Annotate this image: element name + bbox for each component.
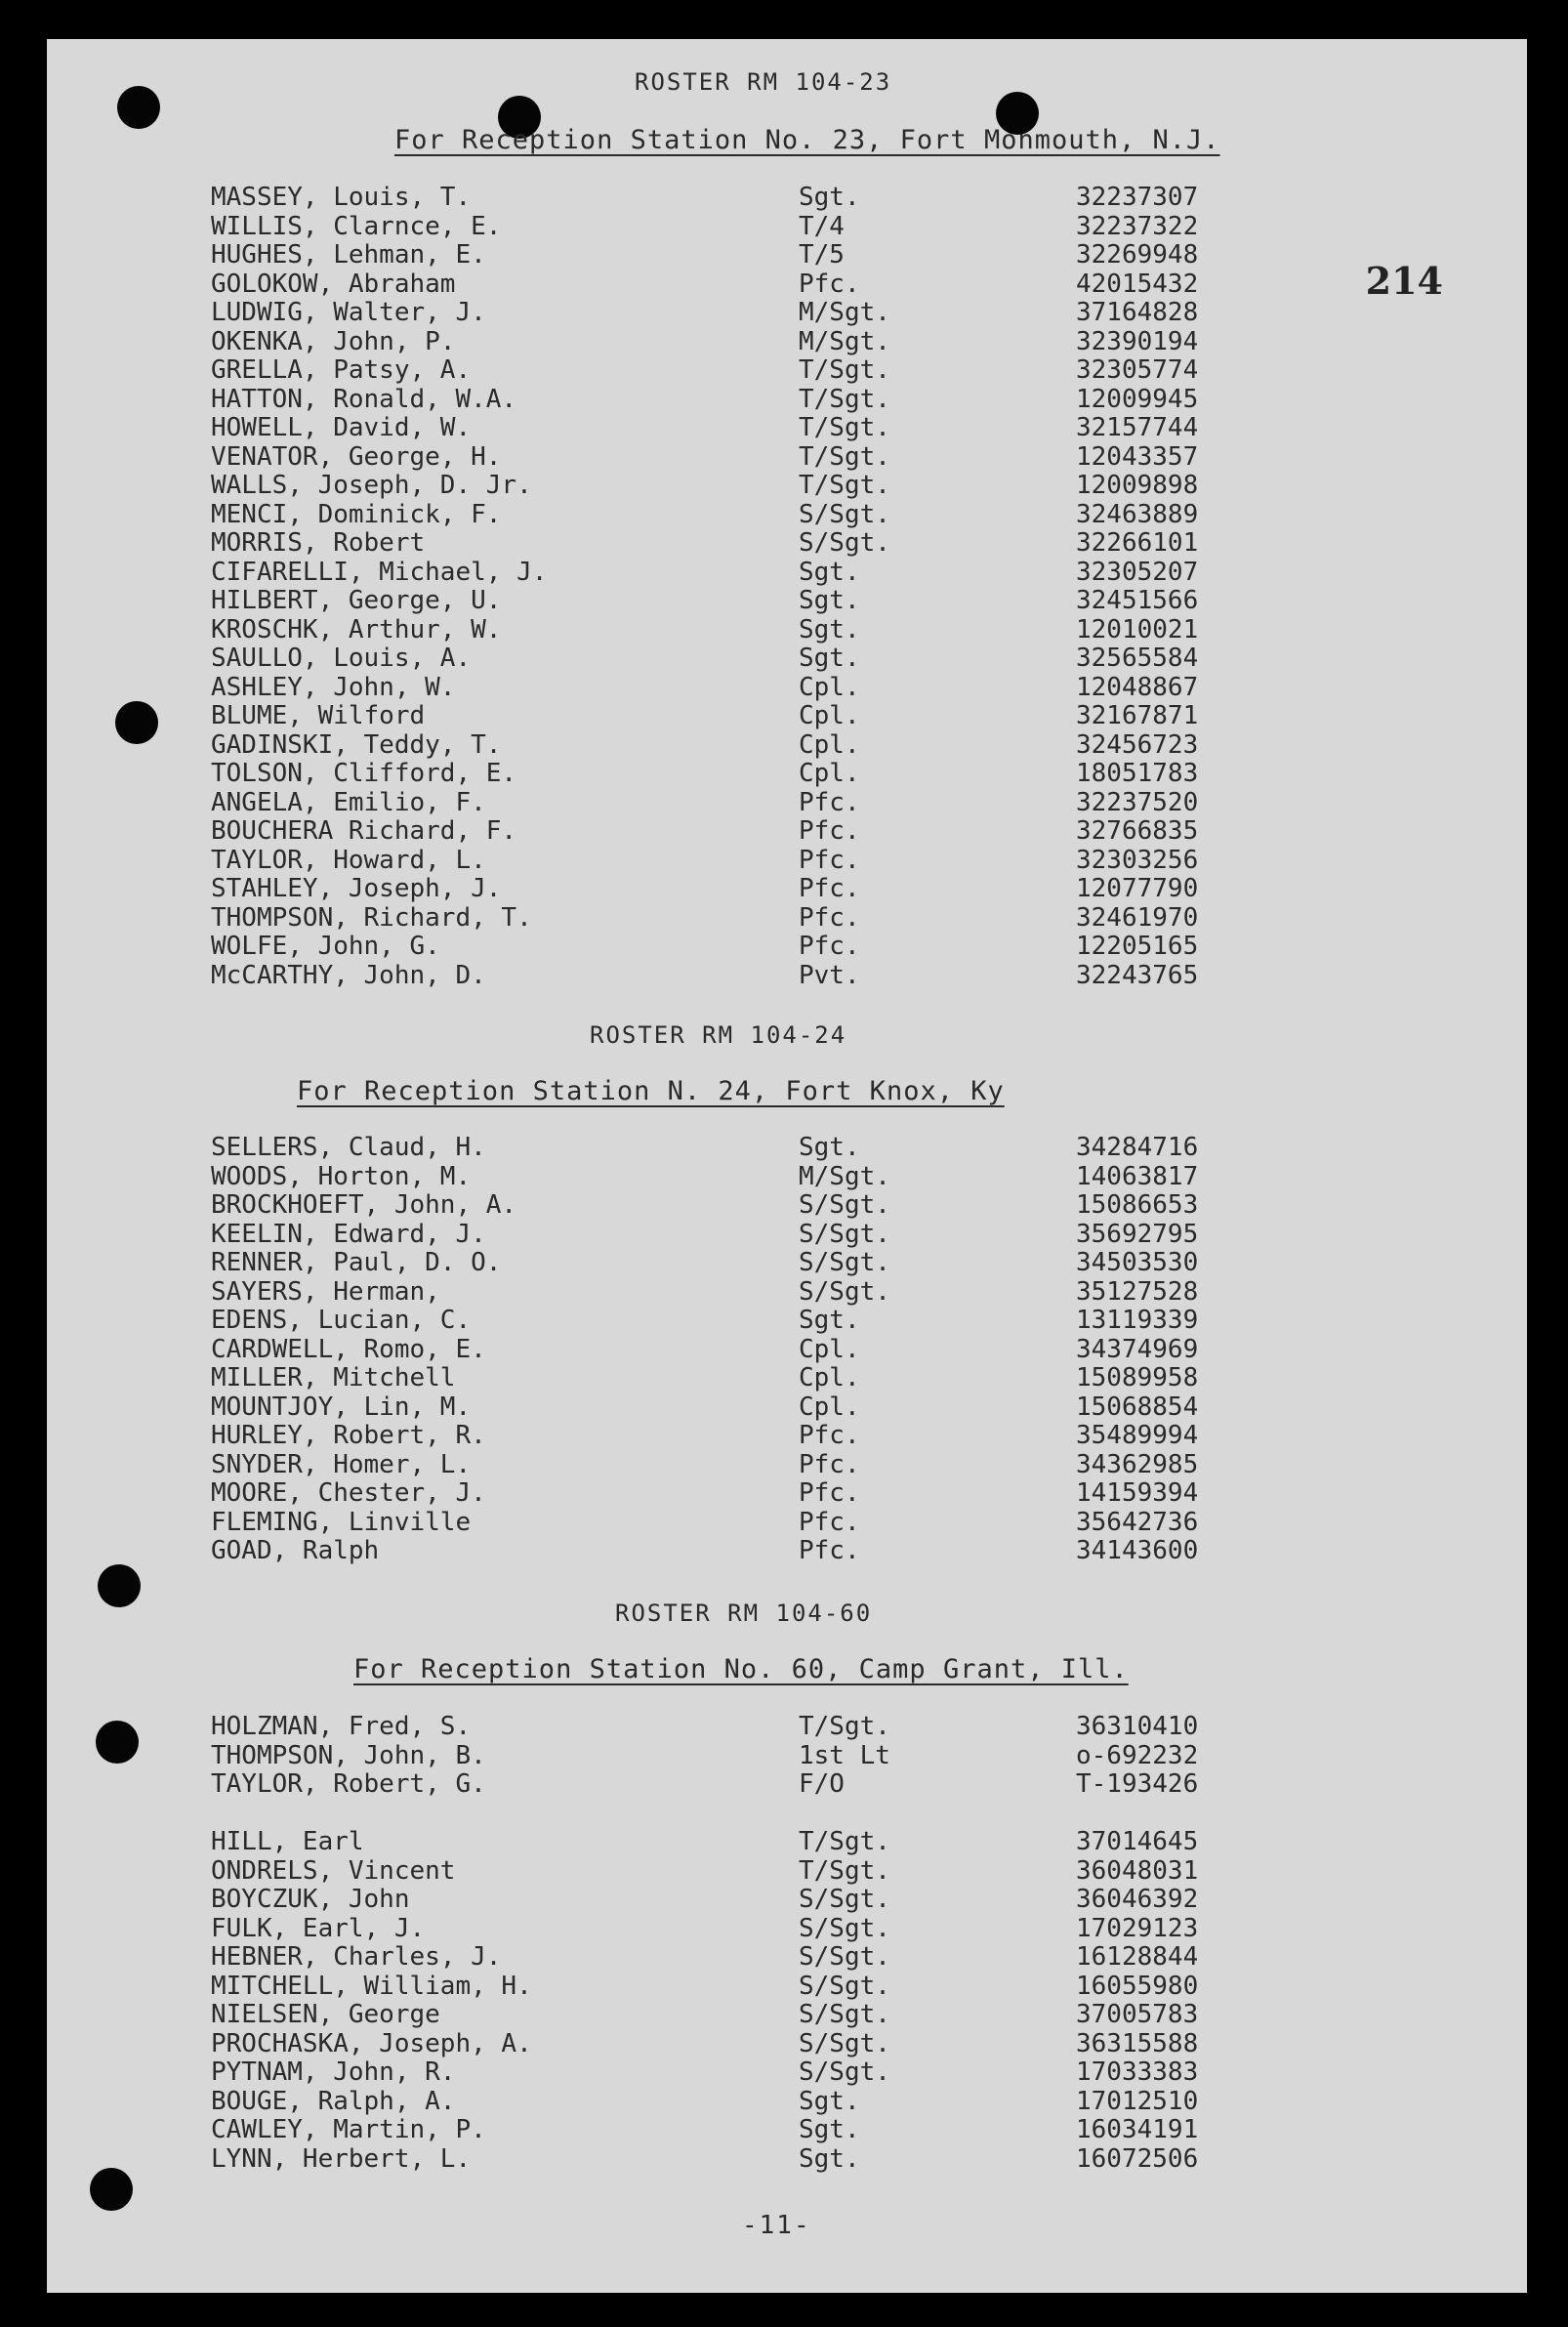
roster-entry bbox=[47, 443, 1527, 473]
person-name: ONDRELS, Vincent bbox=[211, 1855, 456, 1886]
roster-entry bbox=[47, 2116, 1527, 2145]
serial-number: 32243765 bbox=[1076, 960, 1199, 990]
roster-list bbox=[47, 184, 1527, 990]
serial-number: 12043357 bbox=[1076, 441, 1199, 472]
person-name: FULK, Earl, J. bbox=[211, 1913, 426, 1943]
person-name: KROSCHK, Arthur, W. bbox=[211, 614, 502, 644]
person-name: EDENS, Lucian, C. bbox=[211, 1306, 472, 1335]
station-heading: For Reception Station No. 23, Fort Monmouth, N.J. bbox=[394, 125, 1220, 155]
serial-number: 32766835 bbox=[1076, 816, 1199, 846]
person-name: LYNN, Herbert, L. bbox=[211, 2143, 472, 2174]
person-name: BROCKHOEFT, John, A. bbox=[211, 1190, 517, 1220]
rank: Pfc. bbox=[799, 1507, 860, 1537]
rank: S/Sgt. bbox=[799, 1942, 890, 1972]
rank: S/Sgt. bbox=[799, 2000, 890, 2029]
person-name: HURLEY, Robert, R. bbox=[211, 1421, 486, 1450]
roster-entry bbox=[47, 2145, 1527, 2175]
rank: T/Sgt. bbox=[799, 355, 890, 385]
rank: Sgt. bbox=[799, 2143, 860, 2174]
roster-entry bbox=[47, 1422, 1527, 1451]
person-name: LUDWIG, Walter, J. bbox=[211, 298, 486, 327]
roster-entry bbox=[47, 1828, 1527, 1857]
rank: Pfc. bbox=[799, 902, 860, 933]
roster-entry bbox=[47, 1479, 1527, 1509]
serial-number: 12077790 bbox=[1076, 874, 1199, 903]
roster-entry bbox=[47, 1886, 1527, 1915]
roster-entry bbox=[47, 2030, 1527, 2059]
rank: T/Sgt. bbox=[799, 384, 890, 414]
roster-entry bbox=[47, 1134, 1527, 1163]
person-name: NIELSEN, George bbox=[211, 2000, 440, 2029]
person-name: PROCHASKA, Joseph, A. bbox=[211, 2028, 532, 2058]
roster-entry bbox=[47, 1742, 1527, 1771]
serial-number: 36048031 bbox=[1076, 1855, 1199, 1886]
person-name: SAULLO, Louis, A. bbox=[211, 644, 472, 673]
roster-entry bbox=[47, 875, 1527, 904]
serial-number: 35642736 bbox=[1076, 1507, 1199, 1537]
rank: Sgt. bbox=[799, 614, 860, 644]
roster-entry bbox=[47, 1221, 1527, 1250]
person-name: HEBNER, Charles, J. bbox=[211, 1942, 502, 1972]
rank: Pvt. bbox=[799, 960, 860, 990]
serial-number: o-692232 bbox=[1076, 1740, 1199, 1770]
rank: Pfc. bbox=[799, 269, 860, 299]
roster-entry bbox=[47, 1249, 1527, 1278]
rank: Sgt. bbox=[799, 644, 860, 673]
rank: Sgt. bbox=[799, 1306, 860, 1335]
rank: S/Sgt. bbox=[799, 1971, 890, 2001]
roster-list bbox=[47, 1134, 1527, 1566]
roster-entry bbox=[47, 501, 1527, 530]
serial-number: 15086653 bbox=[1076, 1190, 1199, 1220]
person-name: ASHLEY, John, W. bbox=[211, 672, 456, 702]
roster-entry bbox=[47, 962, 1527, 991]
roster-entry bbox=[47, 702, 1527, 731]
person-name: WALLS, Joseph, D. Jr. bbox=[211, 471, 532, 500]
roster-entry bbox=[47, 1509, 1527, 1538]
roster-entry bbox=[47, 817, 1527, 847]
rank: Pfc. bbox=[799, 787, 860, 817]
roster-entry bbox=[47, 184, 1527, 213]
serial-number: 32269948 bbox=[1076, 240, 1199, 270]
roster-entry bbox=[47, 1770, 1527, 1800]
person-name: WILLIS, Clarnce, E. bbox=[211, 211, 502, 241]
rank: S/Sgt. bbox=[799, 528, 890, 558]
rank: T/Sgt. bbox=[799, 1855, 890, 1886]
roster-entry bbox=[47, 587, 1527, 616]
serial-number: 18051783 bbox=[1076, 759, 1199, 788]
rank: S/Sgt. bbox=[799, 1276, 890, 1307]
serial-number: 37005783 bbox=[1076, 2000, 1199, 2029]
rank: Sgt. bbox=[799, 2115, 860, 2144]
rank: Sgt. bbox=[799, 183, 860, 212]
rank: Pfc. bbox=[799, 816, 860, 846]
person-name: HILL, Earl bbox=[211, 1827, 364, 1856]
serial-number: 34362985 bbox=[1076, 1449, 1199, 1479]
serial-number: 32463889 bbox=[1076, 499, 1199, 529]
serial-number: 35127528 bbox=[1076, 1276, 1199, 1307]
punch-hole bbox=[117, 86, 160, 129]
serial-number: 15068854 bbox=[1076, 1392, 1199, 1422]
person-name: PYTNAM, John, R. bbox=[211, 2057, 456, 2087]
roster-entry bbox=[47, 2001, 1527, 2030]
roster-entry bbox=[47, 2058, 1527, 2088]
roster-entry bbox=[47, 299, 1527, 328]
person-name: HOWELL, David, W. bbox=[211, 413, 472, 442]
serial-number: 32237307 bbox=[1076, 183, 1199, 212]
serial-number: 35489994 bbox=[1076, 1421, 1199, 1450]
rank: S/Sgt. bbox=[799, 1190, 890, 1220]
person-name: VENATOR, George, H. bbox=[211, 441, 502, 472]
serial-number: 12010021 bbox=[1076, 614, 1199, 644]
serial-number: 32456723 bbox=[1076, 729, 1199, 760]
punch-hole bbox=[98, 1564, 141, 1607]
serial-number: 32390194 bbox=[1076, 326, 1199, 356]
rank: S/Sgt. bbox=[799, 2028, 890, 2058]
roster-entry bbox=[47, 472, 1527, 501]
person-name: TAYLOR, Robert, G. bbox=[211, 1769, 486, 1799]
roster-entry bbox=[47, 529, 1527, 559]
roster-title: ROSTER RM 104-60 bbox=[615, 1600, 873, 1627]
roster-entry bbox=[47, 1943, 1527, 1973]
roster-entry bbox=[47, 1857, 1527, 1887]
serial-number: 32305207 bbox=[1076, 557, 1199, 587]
person-name: MASSEY, Louis, T. bbox=[211, 183, 472, 212]
roster-title: ROSTER RM 104-23 bbox=[635, 68, 892, 96]
serial-number: 12205165 bbox=[1076, 932, 1199, 961]
person-name: WOODS, Horton, M. bbox=[211, 1161, 472, 1191]
roster-entry bbox=[47, 789, 1527, 818]
rank: Cpl. bbox=[799, 701, 860, 730]
serial-number: 32237322 bbox=[1076, 211, 1199, 241]
roster-list bbox=[47, 1713, 1527, 1800]
serial-number: 36315588 bbox=[1076, 2028, 1199, 2058]
serial-number: 17029123 bbox=[1076, 1913, 1199, 1943]
rank: Cpl. bbox=[799, 759, 860, 788]
serial-number: 12048867 bbox=[1076, 672, 1199, 702]
serial-number: 16072506 bbox=[1076, 2143, 1199, 2174]
roster-entry bbox=[47, 1163, 1527, 1192]
rank: Cpl. bbox=[799, 672, 860, 702]
roster-entry bbox=[47, 760, 1527, 789]
serial-number: 37014645 bbox=[1076, 1827, 1199, 1856]
roster-entry bbox=[47, 1278, 1527, 1308]
person-name: HILBERT, George, U. bbox=[211, 586, 502, 615]
rank: T/Sgt. bbox=[799, 471, 890, 500]
serial-number: 34284716 bbox=[1076, 1133, 1199, 1162]
serial-number: 32305774 bbox=[1076, 355, 1199, 385]
roster-entry bbox=[47, 241, 1527, 270]
person-name: THOMPSON, John, B. bbox=[211, 1740, 486, 1770]
person-name: BOYCZUK, John bbox=[211, 1885, 410, 1914]
rank: S/Sgt. bbox=[799, 499, 890, 529]
serial-number: 32461970 bbox=[1076, 902, 1199, 933]
person-name: MENCI, Dominick, F. bbox=[211, 499, 502, 529]
person-name: FLEMING, Linville bbox=[211, 1507, 472, 1537]
serial-number: 42015432 bbox=[1076, 269, 1199, 299]
person-name: SAYERS, Herman, bbox=[211, 1276, 440, 1307]
roster-entry bbox=[47, 356, 1527, 386]
roster-entry bbox=[47, 904, 1527, 934]
person-name: WOLFE, John, G. bbox=[211, 932, 440, 961]
roster-entry bbox=[47, 1364, 1527, 1393]
roster-entry bbox=[47, 674, 1527, 703]
rank: Pfc. bbox=[799, 845, 860, 875]
rank: 1st Lt bbox=[799, 1740, 890, 1770]
person-name: TAYLOR, Howard, L. bbox=[211, 845, 486, 875]
rank: S/Sgt. bbox=[799, 2057, 890, 2087]
serial-number: 16034191 bbox=[1076, 2115, 1199, 2144]
serial-number: 32565584 bbox=[1076, 644, 1199, 673]
roster-title: ROSTER RM 104-24 bbox=[590, 1021, 847, 1049]
rank: Pfc. bbox=[799, 1478, 860, 1508]
rank: Cpl. bbox=[799, 1334, 860, 1364]
roster-entry bbox=[47, 1451, 1527, 1480]
roster-entry bbox=[47, 1336, 1527, 1365]
serial-number: 32237520 bbox=[1076, 787, 1199, 817]
person-name: MILLER, Mitchell bbox=[211, 1363, 456, 1392]
roster-list bbox=[47, 1828, 1527, 2174]
person-name: MORRIS, Robert bbox=[211, 528, 426, 558]
rank: Cpl. bbox=[799, 1392, 860, 1422]
person-name: CIFARELLI, Michael, J. bbox=[211, 557, 548, 587]
rank: S/Sgt. bbox=[799, 1248, 890, 1277]
rank: Cpl. bbox=[799, 729, 860, 760]
person-name: CARDWELL, Romo, E. bbox=[211, 1334, 486, 1364]
person-name: THOMPSON, Richard, T. bbox=[211, 902, 532, 933]
rank: S/Sgt. bbox=[799, 1219, 890, 1249]
rank: Sgt. bbox=[799, 1133, 860, 1162]
person-name: SNYDER, Homer, L. bbox=[211, 1449, 472, 1479]
rank: T/4 bbox=[799, 211, 845, 241]
serial-number: 32303256 bbox=[1076, 845, 1199, 875]
rank: T/Sgt. bbox=[799, 413, 890, 442]
roster-entry bbox=[47, 414, 1527, 443]
roster-entry bbox=[47, 1537, 1527, 1566]
serial-number: 13119339 bbox=[1076, 1306, 1199, 1335]
person-name: GOAD, Ralph bbox=[211, 1536, 380, 1565]
serial-number: T-193426 bbox=[1076, 1769, 1199, 1799]
serial-number: 14159394 bbox=[1076, 1478, 1199, 1508]
rank: T/Sgt. bbox=[799, 441, 890, 472]
serial-number: 34143600 bbox=[1076, 1536, 1199, 1565]
rank: F/O bbox=[799, 1769, 845, 1799]
serial-number: 32167871 bbox=[1076, 701, 1199, 730]
person-name: CAWLEY, Martin, P. bbox=[211, 2115, 486, 2144]
serial-number: 16055980 bbox=[1076, 1971, 1199, 2001]
person-name: ANGELA, Emilio, F. bbox=[211, 787, 486, 817]
person-name: BOUCHERA Richard, F. bbox=[211, 816, 517, 846]
person-name: RENNER, Paul, D. O. bbox=[211, 1248, 502, 1277]
serial-number: 32157744 bbox=[1076, 413, 1199, 442]
person-name: GRELLA, Patsy, A. bbox=[211, 355, 472, 385]
serial-number: 15089958 bbox=[1076, 1363, 1199, 1392]
rank: Cpl. bbox=[799, 1363, 860, 1392]
person-name: MOORE, Chester, J. bbox=[211, 1478, 486, 1508]
rank: T/5 bbox=[799, 240, 845, 270]
roster-entry bbox=[47, 2088, 1527, 2117]
serial-number: 12009898 bbox=[1076, 471, 1199, 500]
serial-number: 36310410 bbox=[1076, 1712, 1199, 1741]
rank: M/Sgt. bbox=[799, 1161, 890, 1191]
person-name: HOLZMAN, Fred, S. bbox=[211, 1712, 472, 1741]
person-name: TOLSON, Clifford, E. bbox=[211, 759, 517, 788]
person-name: GOLOKOW, Abraham bbox=[211, 269, 456, 299]
roster-entry bbox=[47, 933, 1527, 962]
rank: Pfc. bbox=[799, 1421, 860, 1450]
person-name: KEELIN, Edward, J. bbox=[211, 1219, 486, 1249]
serial-number: 12009945 bbox=[1076, 384, 1199, 414]
person-name: HUGHES, Lehman, E. bbox=[211, 240, 486, 270]
serial-number: 36046392 bbox=[1076, 1885, 1199, 1914]
page-footer: -11- bbox=[742, 2211, 811, 2240]
roster-entry bbox=[47, 386, 1527, 415]
roster-entry bbox=[47, 644, 1527, 674]
serial-number: 32266101 bbox=[1076, 528, 1199, 558]
rank: Pfc. bbox=[799, 874, 860, 903]
rank: S/Sgt. bbox=[799, 1913, 890, 1943]
serial-number: 35692795 bbox=[1076, 1219, 1199, 1249]
rank: Sgt. bbox=[799, 586, 860, 615]
punch-hole bbox=[90, 2168, 133, 2211]
rank: Pfc. bbox=[799, 1449, 860, 1479]
rank: Sgt. bbox=[799, 2086, 860, 2116]
roster-entry bbox=[47, 559, 1527, 588]
rank: T/Sgt. bbox=[799, 1827, 890, 1856]
person-name: MITCHELL, William, H. bbox=[211, 1971, 532, 2001]
serial-number: 17033383 bbox=[1076, 2057, 1199, 2087]
serial-number: 17012510 bbox=[1076, 2086, 1199, 2116]
roster-entry bbox=[47, 1307, 1527, 1336]
rank: S/Sgt. bbox=[799, 1885, 890, 1914]
serial-number: 37164828 bbox=[1076, 298, 1199, 327]
person-name: HATTON, Ronald, W.A. bbox=[211, 384, 517, 414]
person-name: McCARTHY, John, D. bbox=[211, 960, 486, 990]
rank: Pfc. bbox=[799, 1536, 860, 1565]
person-name: OKENKA, John, P. bbox=[211, 326, 456, 356]
page-number-mark: 214 bbox=[1365, 259, 1443, 303]
person-name: SELLERS, Claud, H. bbox=[211, 1133, 486, 1162]
roster-entry bbox=[47, 1915, 1527, 1944]
rank: M/Sgt. bbox=[799, 298, 890, 327]
person-name: MOUNTJOY, Lin, M. bbox=[211, 1392, 472, 1422]
station-heading: For Reception Station N. 24, Fort Knox, Ky bbox=[297, 1076, 1005, 1106]
roster-entry bbox=[47, 847, 1527, 876]
rank: M/Sgt. bbox=[799, 326, 890, 356]
roster-entry bbox=[47, 1973, 1527, 2002]
serial-number: 34503530 bbox=[1076, 1248, 1199, 1277]
roster-entry bbox=[47, 213, 1527, 242]
document-page bbox=[47, 39, 1527, 2293]
roster-entry bbox=[47, 1713, 1527, 1742]
roster-entry bbox=[47, 1393, 1527, 1423]
person-name: STAHLEY, Joseph, J. bbox=[211, 874, 502, 903]
station-heading: For Reception Station No. 60, Camp Grant, Ill. bbox=[353, 1654, 1129, 1684]
serial-number: 14063817 bbox=[1076, 1161, 1199, 1191]
roster-entry bbox=[47, 328, 1527, 357]
person-name: BLUME, Wilford bbox=[211, 701, 426, 730]
rank: T/Sgt. bbox=[799, 1712, 890, 1741]
roster-entry bbox=[47, 731, 1527, 761]
roster-entry bbox=[47, 270, 1527, 300]
serial-number: 16128844 bbox=[1076, 1942, 1199, 1972]
rank: Pfc. bbox=[799, 932, 860, 961]
roster-entry bbox=[47, 1191, 1527, 1221]
roster-entry bbox=[47, 616, 1527, 645]
serial-number: 34374969 bbox=[1076, 1334, 1199, 1364]
serial-number: 32451566 bbox=[1076, 586, 1199, 615]
person-name: BOUGE, Ralph, A. bbox=[211, 2086, 456, 2116]
person-name: GADINSKI, Teddy, T. bbox=[211, 729, 502, 760]
rank: Sgt. bbox=[799, 557, 860, 587]
